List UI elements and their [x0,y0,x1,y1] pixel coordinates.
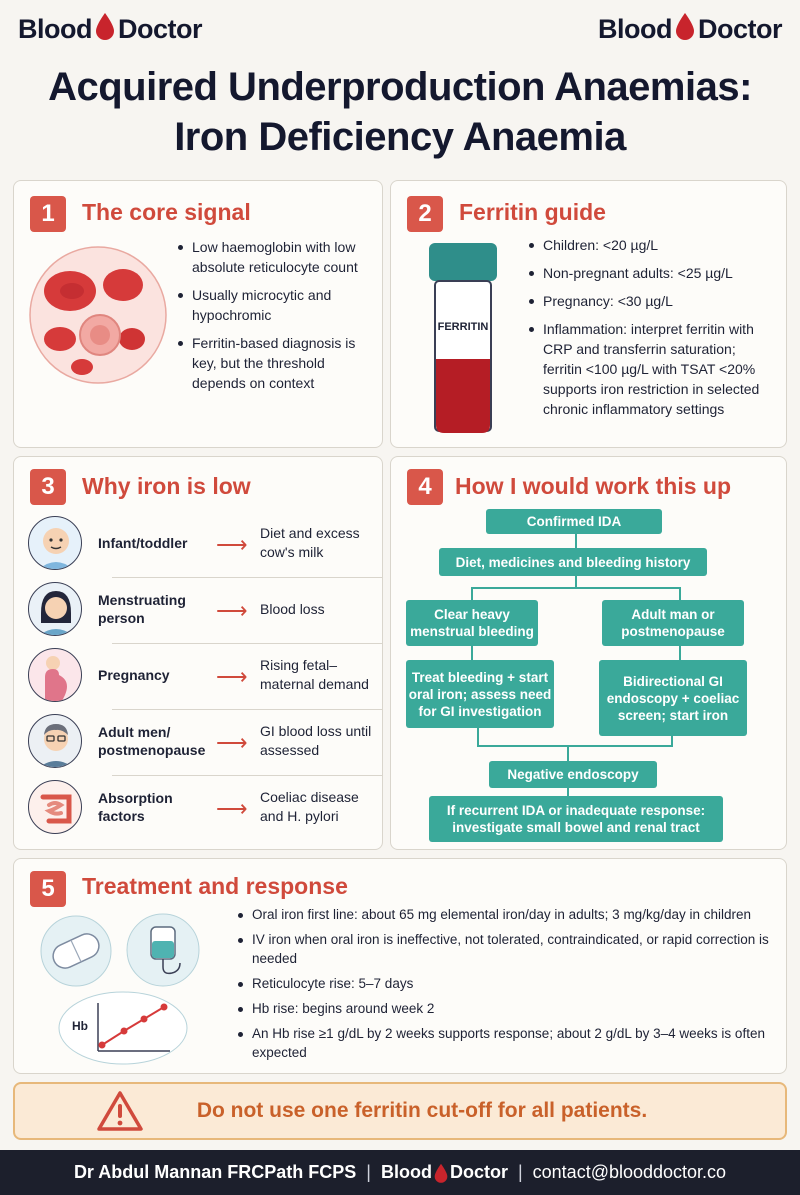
brand-word-blood: Blood [598,14,672,44]
pregnant-person-icon [28,648,82,702]
flow-connector [575,533,577,549]
hb-rise-graph [58,991,188,1065]
brand-word-blood: Blood [18,14,92,44]
blood-drop-icon [434,1163,448,1183]
section-title: Why iron is low [82,473,251,499]
flow-connector [471,587,473,601]
cause-row-pregnancy [28,644,368,706]
pill-icon [40,915,112,992]
footer-separator: | [366,1162,371,1182]
flow-step-negative-endoscopy: Negative endoscopy [489,761,657,788]
red-blood-cells-icon [28,245,168,390]
flow-step-adult-man: Adult man or postmenopause [602,600,744,646]
arrow-right-icon: ⟶ [216,664,248,689]
core-bullet-list [176,237,376,401]
flow-step-history: Diet, medicines and bleeding history [439,548,707,576]
page-title [0,62,800,162]
title-line-2: Iron Deficiency Anaemia [174,115,626,159]
cause-why: Blood loss [260,600,325,617]
flow-connector [471,645,473,661]
cause-why: Coeliac disease and H. pylori [260,789,359,824]
bullet-item: Usually microcytic and hypochromic [176,285,376,325]
flow-connector [477,727,479,745]
brand-logo-right [598,12,782,47]
title-line-1: Acquired Underproduction Anaemias: [48,65,752,109]
cause-who: Infant/toddler [98,535,188,551]
bullet-item: Hb rise: begins around week 2 [236,999,778,1018]
infant-icon [28,516,82,570]
brand-word-doctor: Doctor [449,1162,508,1182]
blood-drop-icon [675,12,695,47]
treatment-card [13,858,787,1074]
flow-step-endoscopy: Bidirectional GI endoscopy + coeliac screen; start iron [599,660,747,736]
arrow-right-icon: ⟶ [216,598,248,623]
bullet-item: Inflammation: interpret ferritin with CRP and transferrin saturation; ferritin <100 µg/L with TSAT <20% supports iron restriction in selected chronic inflammatory settings [527,319,777,419]
flow-connector [471,587,681,589]
cause-why: Diet and excess cow's milk [260,525,360,560]
iv-bag-icon [126,913,200,992]
graph-axis-label: Hb [72,1019,88,1033]
author-credit: Dr Abdul Mannan FRCPath FCPS [73,1162,357,1182]
section-number-badge: 5 [30,871,66,907]
flow-step-heavy-bleeding: Clear heavy menstrual bleeding [406,600,538,646]
flow-connector [671,735,673,745]
section-number-badge: 1 [30,196,66,232]
blood-test-tube-icon [427,241,499,441]
arrow-right-icon: ⟶ [216,730,248,755]
flow-connector [679,587,681,601]
cause-row-menstruating [28,578,368,640]
why-iron-low-card [13,456,383,850]
flow-connector [477,745,673,747]
arrow-right-icon: ⟶ [216,532,248,557]
cause-who: Absorption factors [98,790,173,824]
warning-text: Do not use one ferritin cut-off for all patients. [196,1099,648,1122]
cause-why: GI blood loss until assessed [260,723,372,758]
section-title: Ferritin guide [459,199,606,225]
brand-word-doctor: Doctor [698,14,782,44]
tube-label: FERRITIN [437,321,489,333]
section-number-badge: 4 [407,469,443,505]
treatment-bullet-list [236,905,778,1062]
cause-who: Adult men/ postmenopause [98,724,206,758]
brand-logo-left [18,12,202,47]
section-title: The core signal [82,199,251,225]
contact-email[interactable]: contact@blooddoctor.co [532,1162,727,1182]
section-title: Treatment and response [82,873,348,899]
section-number-badge: 3 [30,469,66,505]
footer-separator: | [517,1162,523,1182]
cause-who: Menstruating person [98,592,186,626]
flow-step-treat-bleeding: Treat bleeding + start oral iron; assess need for GI investigation [406,660,554,728]
flow-connector [567,745,569,761]
cause-row-infant [28,512,368,574]
arrow-right-icon: ⟶ [216,796,248,821]
cause-why: Rising fetal–maternal demand [260,657,369,692]
flow-step-confirmed: Confirmed IDA [486,509,662,534]
bullet-item: Oral iron first line: about 65 mg elemental iron/day in adults; 3 mg/kg/day in children [236,905,778,924]
section-title: How I would work this up [455,473,731,499]
flow-step-recurrent: If recurrent IDA or inadequate response: investigate small bowel and renal tract [429,796,723,842]
cause-who: Pregnancy [98,667,170,683]
man-icon [28,714,82,768]
blood-drop-icon [95,12,115,47]
warning-banner [13,1082,787,1140]
footer [0,1150,800,1195]
core-signal-card [13,180,383,448]
flow-connector [575,575,577,587]
bullet-item: Ferritin-based diagnosis is key, but the threshold depends on context [176,333,376,393]
bullet-item: Pregnancy: <30 µg/L [527,291,777,311]
ferritin-bullet-list [527,235,777,427]
workup-flowchart-card [390,456,787,850]
brand-word-blood: Blood [380,1162,432,1182]
bullet-item: IV iron when oral iron is ineffective, not tolerated, contraindicated, or rapid correction is needed [236,930,778,968]
brand-word-doctor: Doctor [117,14,202,44]
bullet-item: Low haemoglobin with low absolute reticulocyte count [176,237,376,277]
section-number-badge: 2 [407,196,443,232]
bullet-item: Reticulocyte rise: 5–7 days [236,974,778,993]
bullet-item: Children: <20 µg/L [527,235,777,255]
footer-brand [381,1162,508,1183]
woman-icon [28,582,82,636]
flow-connector [679,645,681,661]
bullet-item: An Hb rise ≥1 g/dL by 2 weeks supports response; about 2 g/dL by 3–4 weeks is often expected [236,1024,778,1062]
bullet-item: Non-pregnant adults: <25 µg/L [527,263,777,283]
cause-row-absorption [28,776,368,838]
intestine-icon [28,780,82,834]
cause-row-adult-men [28,710,372,772]
ferritin-guide-card [390,180,787,448]
